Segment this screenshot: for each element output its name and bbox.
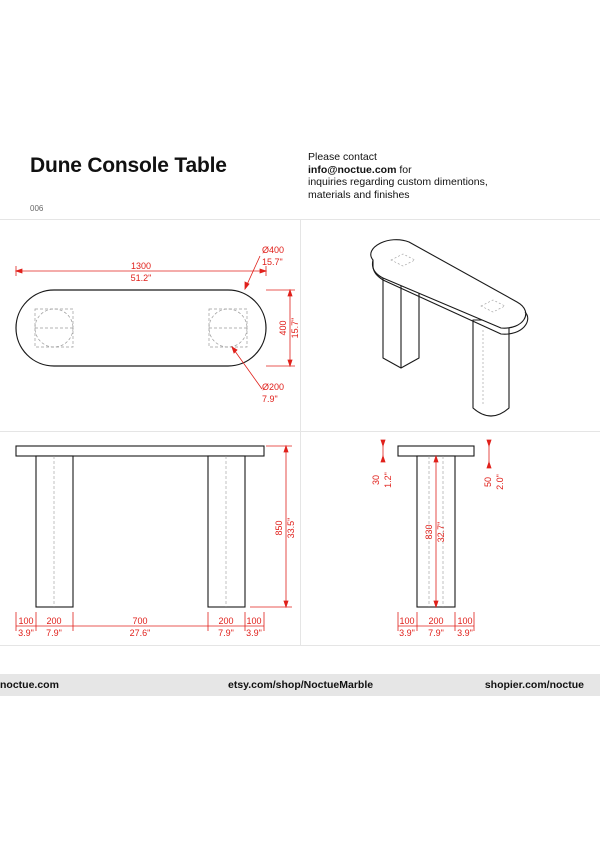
contact-note xyxy=(308,151,568,201)
top-length-in: 51.2" xyxy=(130,273,152,283)
top-length-mm: 1300 xyxy=(130,261,152,271)
side-top-thick-in: 1.2" xyxy=(383,472,393,488)
side-overhang-in: 2.0" xyxy=(495,474,505,490)
front-dim-2-in: 7.9" xyxy=(46,628,62,638)
front-dim-5-mm: 100 xyxy=(246,616,262,626)
side-dim-3-mm: 100 xyxy=(457,616,473,626)
top-leg-dia-in: 7.9" xyxy=(262,394,278,404)
side-tabletop xyxy=(398,446,474,456)
front-dim-4-in: 7.9" xyxy=(218,628,234,638)
tabletop-outline xyxy=(16,290,266,366)
front-dim-3-in: 27.6" xyxy=(129,628,151,638)
front-height-mm: 850 xyxy=(274,520,284,536)
front-leg-right xyxy=(208,456,245,607)
side-leg-height-in: 32.7" xyxy=(436,521,446,543)
contact-line-4: materials and finishes xyxy=(308,188,410,201)
top-end-dia-mm: Ø400 xyxy=(262,245,285,255)
isometric-view-drawing xyxy=(301,220,600,431)
contact-line-2 xyxy=(308,164,568,177)
product-code: 006 xyxy=(30,204,44,213)
side-view-drawing xyxy=(301,432,600,645)
side-top-thick-mm: 30 xyxy=(371,474,381,486)
front-leg-left xyxy=(36,456,73,607)
contact-line-3: inquiries regarding custom dimentions, xyxy=(308,176,488,188)
top-depth-mm: 400 xyxy=(278,320,288,336)
top-end-dia-in: 15.7" xyxy=(262,257,283,267)
top-leg-dia-mm: Ø200 xyxy=(262,382,285,392)
front-dim-1-mm: 100 xyxy=(18,616,34,626)
footer-link-shopier[interactable]: shopier.com/noctue xyxy=(484,679,584,691)
front-dim-1-in: 3.9" xyxy=(18,628,34,638)
side-leg-height-mm: 830 xyxy=(424,524,434,540)
footer-link-website[interactable]: noctue.com xyxy=(0,679,59,691)
top-view-drawing xyxy=(0,219,300,431)
side-dim-1-in: 3.9" xyxy=(399,628,415,638)
divider-bottom xyxy=(0,645,600,646)
side-dim-2-mm: 200 xyxy=(428,616,444,626)
top-depth-in: 15.7" xyxy=(290,317,300,339)
side-overhang-mm: 50 xyxy=(483,476,493,488)
front-tabletop xyxy=(16,446,264,456)
footer-link-etsy[interactable]: etsy.com/shop/NoctueMarble xyxy=(228,679,374,691)
front-height-in: 33.5" xyxy=(286,517,296,539)
side-dim-1-mm: 100 xyxy=(399,616,415,626)
page-title: Dune Console Table xyxy=(30,154,227,177)
side-dim-2-in: 7.9" xyxy=(428,628,444,638)
contact-email-link[interactable]: info@noctue.com xyxy=(308,163,397,176)
contact-line-1: Please contact xyxy=(308,151,377,163)
front-dim-2-mm: 200 xyxy=(46,616,62,626)
front-dim-4-mm: 200 xyxy=(218,616,234,626)
front-dim-5-in: 3.9" xyxy=(246,628,262,638)
front-view-drawing xyxy=(0,432,300,645)
contact-for: for xyxy=(396,163,412,176)
side-dim-3-in: 3.9" xyxy=(457,628,473,638)
front-dim-3-mm: 700 xyxy=(132,616,148,626)
footer-bar xyxy=(0,674,600,696)
